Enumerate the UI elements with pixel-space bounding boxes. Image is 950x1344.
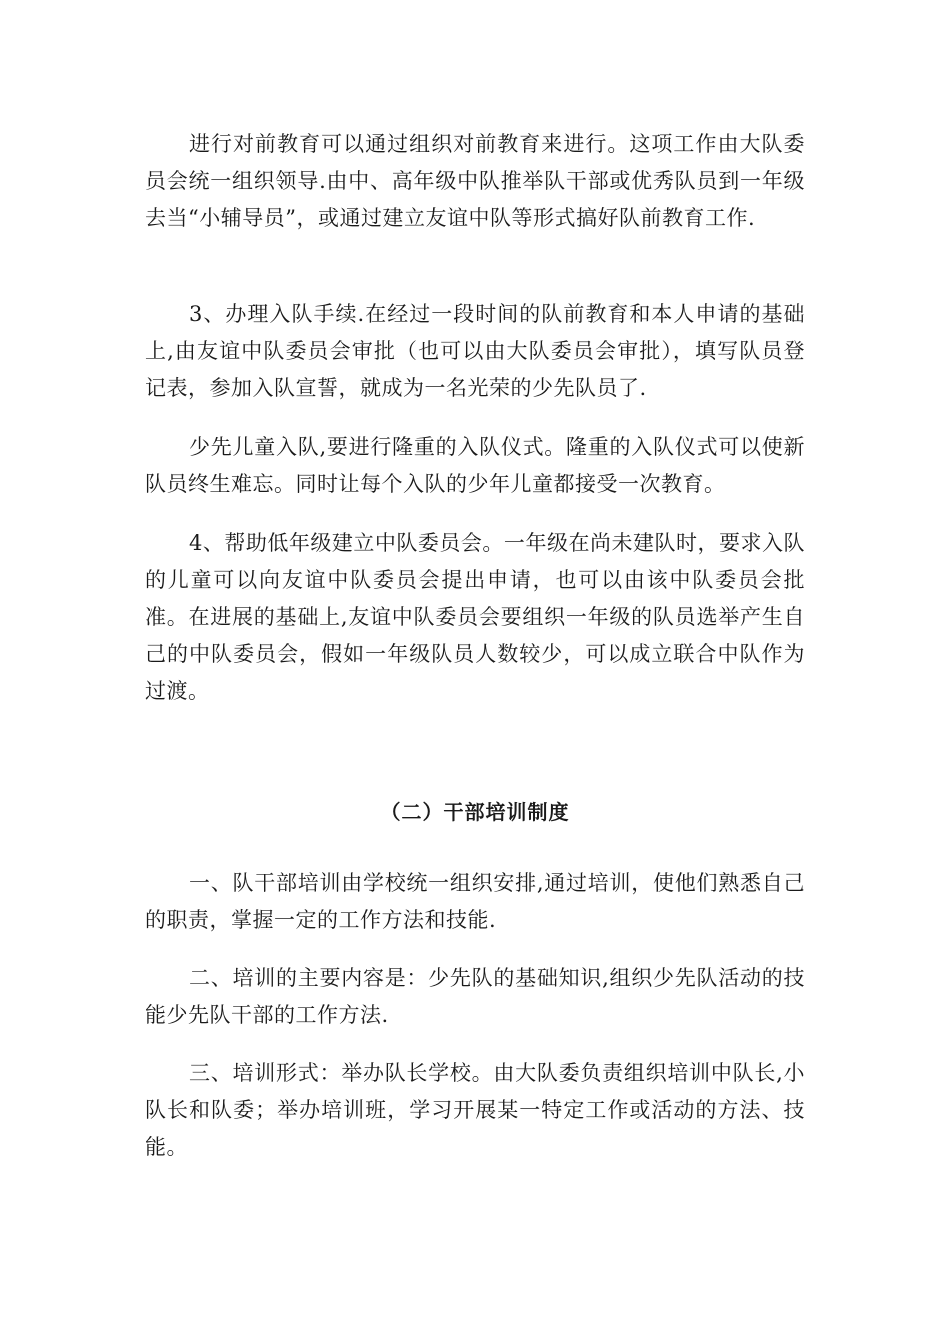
paragraph-training-content: 二、培训的主要内容是：少先队的基础知识,组织少先队活动的技能少先队干部的工作方法. bbox=[145, 966, 805, 1027]
paragraph-join-ceremony: 少先儿童入队,要进行隆重的入队仪式。隆重的入队仪式可以使新队员终生难忘。同时让每个入队的少年儿童都接受一次教育。 bbox=[145, 435, 805, 496]
paragraph-training-arrangement: 一、队干部培训由学校统一组织安排,通过培训，使他们熟悉自己的职责，掌握一定的工作方法和技能. bbox=[145, 871, 805, 932]
paragraph-training-format: 三、培训形式：举办队长学校。由大队委负责组织培训中队长,小队长和队委；举办培训班，学习开展某一特定工作或活动的方法、技能。 bbox=[145, 1061, 805, 1159]
section-heading: （二）干部培训制度 bbox=[380, 800, 570, 824]
paragraph-pre-team-education: 进行对前教育可以通过组织对前教育来进行。这项工作由大队委员会统一组织领导.由中、高年级中队推举队干部或优秀队员到一年级去当“小辅导员”，或通过建立友谊中队等形式搞好队前教育工作. bbox=[145, 132, 805, 230]
paragraph-help-lower-grades: 4、帮助低年级建立中队委员会。一年级在尚未建队时，要求入队的儿童可以向友谊中队委员会提出申请，也可以由该中队委员会批准。在进展的基础上,友谊中队委员会要组织一年级的队员选举产生自己的中队委员会，假如一年级队员人数较少，可以成立联合中队作为过渡。 bbox=[145, 531, 805, 703]
paragraph-join-procedure: 3、办理入队手续.在经过一段时间的队前教育和本人申请的基础上,由友谊中队委员会审批（也可以由大队委员会审批），填写队员登记表，参加入队宣誓，就成为一名光荣的少先队员了. bbox=[145, 302, 805, 400]
